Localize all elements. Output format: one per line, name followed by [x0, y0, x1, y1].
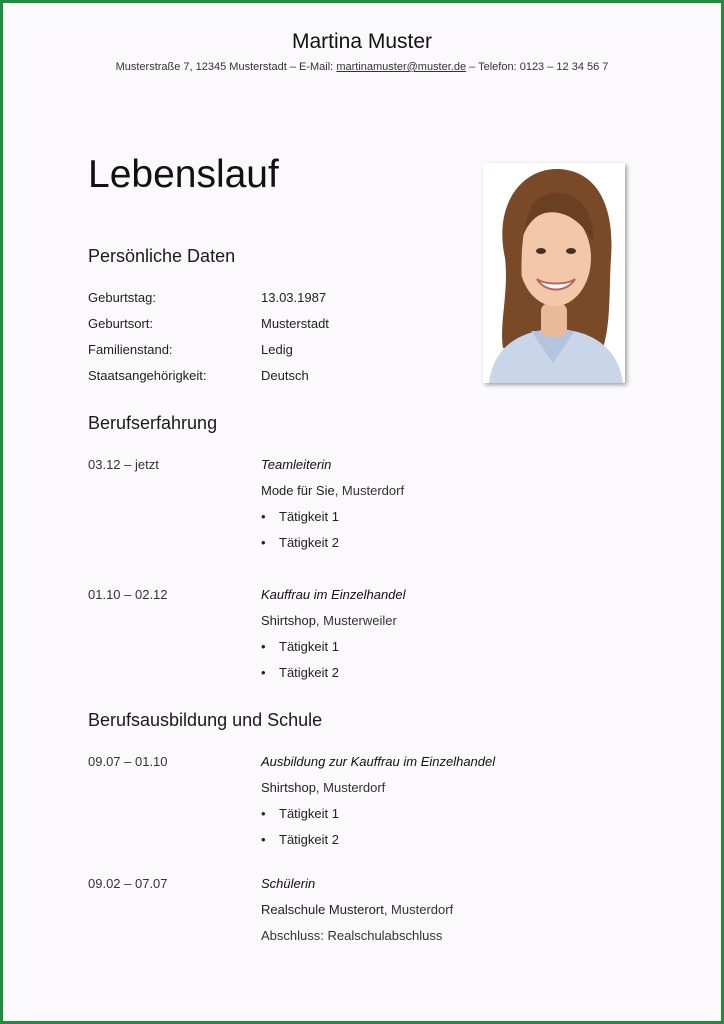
- entry-location: , Musterdorf: [334, 483, 405, 498]
- profile-photo: [483, 163, 625, 383]
- entry-employer-line: [261, 483, 404, 498]
- entry-period: 01.10 – 02.12: [88, 587, 168, 602]
- list-item: [261, 535, 339, 550]
- header-email-label: E-Mail:: [299, 61, 334, 73]
- entry-location: , Musterdorf: [315, 780, 386, 795]
- personal-value: Musterstadt: [261, 316, 329, 331]
- entry-location: , Musterdorf: [383, 902, 454, 917]
- bullet-glyph: •: [261, 832, 266, 847]
- list-item: [261, 665, 339, 680]
- header-phone: Telefon: 0123 – 12 34 56 7: [478, 61, 609, 73]
- task-text: Tätigkeit 1: [279, 509, 339, 524]
- list-item: [261, 639, 339, 654]
- bullet-glyph: •: [261, 509, 266, 524]
- list-item: [261, 509, 339, 524]
- entry-period: 09.02 – 07.07: [88, 876, 168, 891]
- personal-label: Staatsangehörigkeit:: [88, 368, 207, 383]
- personal-value: Deutsch: [261, 368, 309, 383]
- header-email-link[interactable]: martinamuster@muster.de: [336, 61, 467, 73]
- header-contact: [3, 61, 721, 73]
- personal-value: 13.03.1987: [261, 290, 327, 305]
- entry-note: Abschluss: Realschulabschluss: [261, 928, 443, 943]
- task-text: Tätigkeit 1: [279, 639, 339, 654]
- list-item: [261, 806, 339, 821]
- list-item: [261, 832, 339, 847]
- entry-period: 03.12 – jetzt: [88, 457, 159, 472]
- section-heading-personal: Persönliche Daten: [88, 246, 236, 266]
- personal-value: Ledig: [261, 342, 293, 357]
- entry-role: Ausbildung zur Kauffrau im Einzelhandel: [261, 754, 496, 769]
- header-address: Musterstraße 7, 12345 Musterstadt: [115, 61, 287, 73]
- bullet-glyph: •: [261, 639, 266, 654]
- bullet-glyph: •: [261, 665, 266, 680]
- entry-period: 09.07 – 01.10: [88, 754, 168, 769]
- entry-employer: Realschule Musterort: [261, 902, 384, 917]
- entry-employer: Shirtshop: [261, 613, 316, 628]
- entry-employer: Mode für Sie: [261, 483, 335, 498]
- header-name: Martina Muster: [291, 30, 433, 53]
- entry-role: Kauffrau im Einzelhandel: [261, 587, 406, 602]
- section-heading-education: Berufsausbildung und Schule: [88, 710, 323, 730]
- header-separator: –: [289, 61, 296, 73]
- task-text: Tätigkeit 2: [279, 665, 339, 680]
- entry-employer-line: [261, 613, 397, 628]
- entry-role: Teamleiterin: [261, 457, 332, 472]
- entry-employer: Shirtshop: [261, 780, 316, 795]
- task-text: Tätigkeit 1: [279, 806, 339, 821]
- entry-employer-line: [261, 902, 453, 917]
- personal-label: Geburtstag:: [88, 290, 156, 305]
- entry-role: Schülerin: [261, 876, 316, 891]
- personal-label: Geburtsort:: [88, 316, 154, 331]
- task-text: Tätigkeit 2: [279, 832, 339, 847]
- task-text: Tätigkeit 2: [279, 535, 339, 550]
- entry-employer-line: [261, 780, 385, 795]
- bullet-glyph: •: [261, 806, 266, 821]
- section-heading-experience: Berufserfahrung: [88, 413, 218, 433]
- page-title: Lebenslauf: [88, 153, 279, 196]
- header-separator: –: [469, 61, 476, 73]
- entry-location: , Musterweiler: [315, 613, 397, 628]
- bullet-glyph: •: [261, 535, 266, 550]
- personal-label: Familienstand:: [88, 342, 173, 357]
